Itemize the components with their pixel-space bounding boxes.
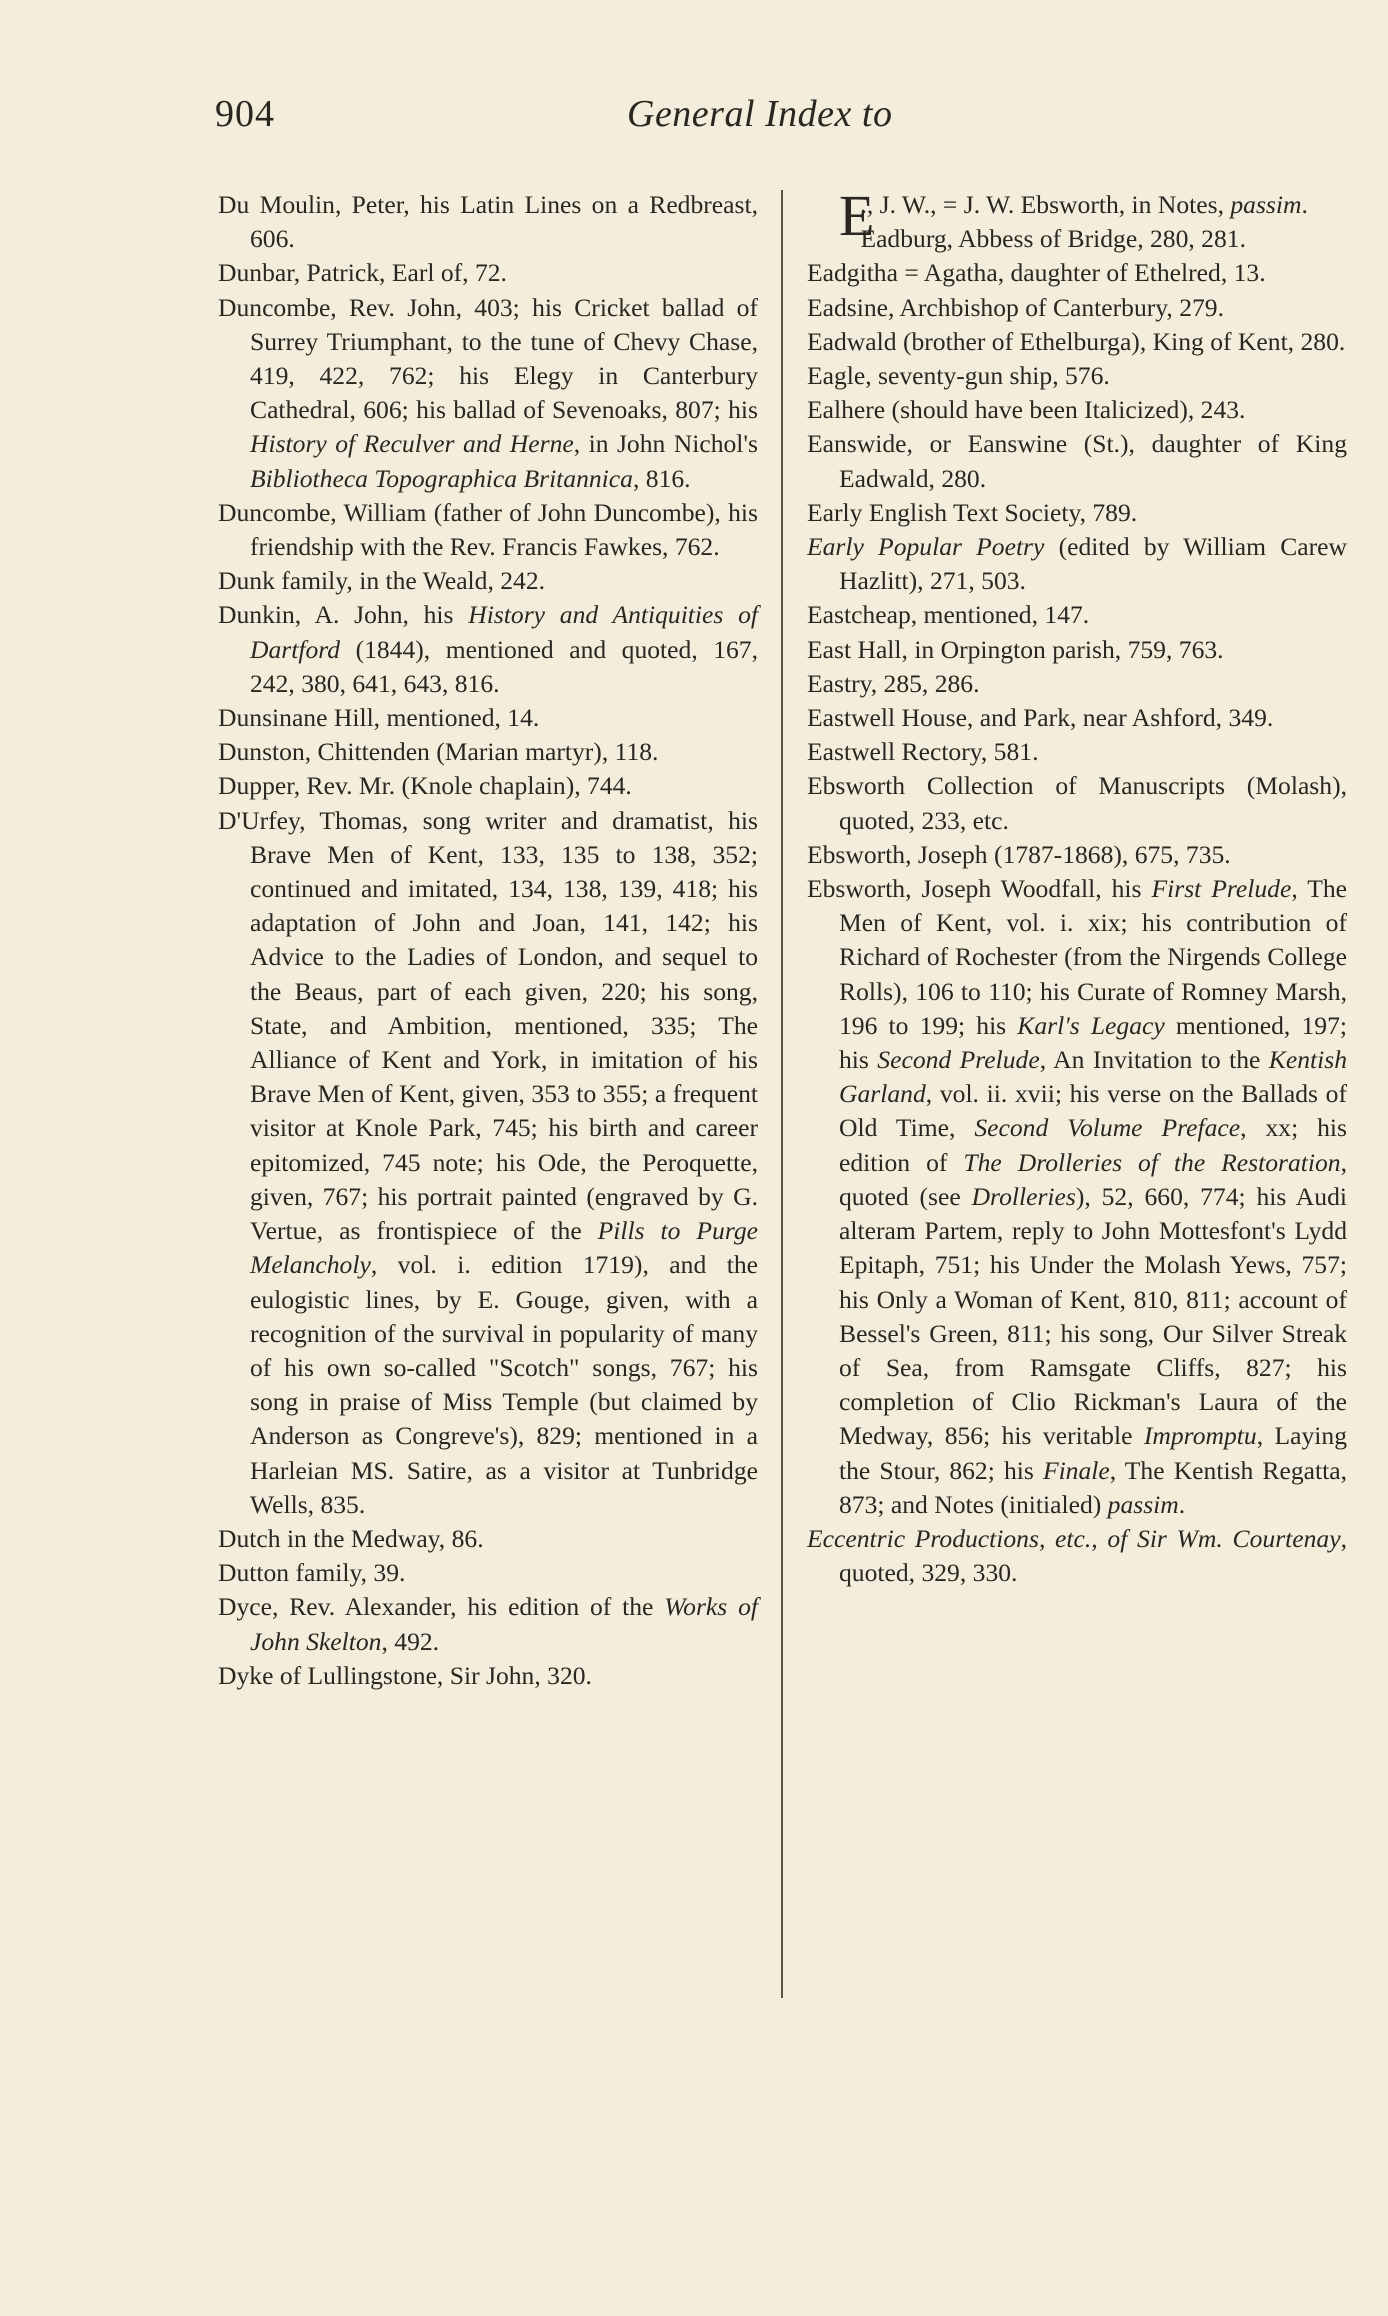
- index-entry: Ebsworth, Joseph Woodfall, his First Prelude, The Men of Kent, vol. i. xix; his contribution of Richard of Rochester (from the Nirgends College Rolls), 106 to 110; his Curate of Romney Marsh, 196 to 199; his Karl's Legacy mentioned, 197; his Second Prelude, An Invitation to the Kentish Garland, vol. ii. xvii; his verse on the Ballads of Old Time, Second Volume Preface, xx; his edition of The Drolleries of the Restoration, quoted (see Drolleries), 52, 660, 774; his Audi alteram Partem, reply to John Mottesfont's Lydd Epitaph, 751; his Under the Molash Yews, 757; his Only a Woman of Kent, 810, 811; account of Bessel's Green, 811; his song, Our Silver Streak of Sea, from Ramsgate Cliffs, 827; his completion of Clio Rickman's Laura of the Medway, 856; his veritable Impromptu, Laying the Stour, 862; his Finale, The Kentish Regatta, 873; and Notes (initialed) passim.: [807, 874, 1348, 1519]
- index-entry: Duncombe, Rev. John, 403; his Cricket ballad of Surrey Triumphant, to the tune of Chevy Chase, 419, 422, 762; his Elegy in Canterbury Cathedral, 606; his ballad of Sevenoaks, 807; his History of Reculver and Herne, in John Nichol's Bibliotheca Topographica Britannica, 816.: [218, 292, 758, 493]
- index-entry: Eadgitha = Agatha, daughter of Ethelred, 13.: [807, 258, 1266, 288]
- index-entry: Dyce, Rev. Alexander, his edition of the Works of John Skelton, 492.: [218, 1592, 758, 1656]
- index-entry: Dutton family, 39.: [218, 1558, 406, 1588]
- running-title: General Index to: [627, 93, 893, 135]
- index-entry: Dyke of Lullingstone, Sir John, 320.: [218, 1660, 592, 1690]
- index-entry: Dunkin, A. John, his History and Antiquities of Dartford (1844), mentioned and quoted, 167, 242, 380, 641, 643, 816.: [218, 600, 758, 698]
- index-entry: Dutch in the Medway, 86.: [218, 1523, 484, 1553]
- index-entry: Ealhere (should have been Italicized), 243.: [807, 395, 1246, 425]
- index-entry: Early Popular Poetry (edited by William Carew Hazlitt), 271, 503.: [807, 532, 1347, 596]
- index-entry: Duncombe, William (father of John Duncombe), his friendship with the Rev. Francis Fawkes, 762.: [218, 497, 758, 562]
- first-entry-text: ., J. W., = J. W. Ebsworth, in Notes, passim.: [860, 190, 1308, 219]
- index-entry: Ebsworth, Joseph (1787-1868), 675, 735.: [807, 839, 1231, 869]
- column-divider: [781, 190, 783, 1998]
- index-entry: Du Moulin, Peter, his Latin Lines on a Redbreast, 606.: [218, 190, 758, 254]
- index-entry: Dupper, Rev. Mr. (Knole chaplain), 744.: [218, 771, 632, 801]
- index-column-left: [218, 188, 758, 1693]
- index-entry: Ebsworth Collection of Manuscripts (Molash), quoted, 233, etc.: [807, 771, 1347, 835]
- index-entry: Eastwell House, and Park, near Ashford, 349.: [807, 703, 1274, 733]
- index-entry: Eccentric Productions, etc., of Sir Wm. Courtenay, quoted, 329, 330.: [807, 1523, 1347, 1588]
- index-entry: Eastcheap, mentioned, 147.: [807, 600, 1090, 630]
- index-entry: Eanswide, or Eanswine (St.), daughter of King Eadwald, 280.: [807, 429, 1347, 493]
- index-entry: Eastwell Rectory, 581.: [807, 737, 1039, 767]
- index-entry: Eadwald (brother of Ethelburga), King of Kent, 280.: [807, 326, 1346, 356]
- index-entry: Eadburg, Abbess of Bridge, 280, 281.: [860, 224, 1246, 254]
- index-entry: Eadsine, Archbishop of Canterbury, 279.: [807, 292, 1224, 322]
- index-entry: Dunbar, Patrick, Earl of, 72.: [218, 258, 507, 288]
- index-column-right: [807, 183, 1348, 1590]
- index-entry: Dunk family, in the Weald, 242.: [218, 566, 546, 596]
- index-entry: D'Urfey, Thomas, song writer and dramatist, his Brave Men of Kent, 133, 135 to 138, 352; continued and imitated, 134, 138, 139, 418; his adaptation of John and Joan, 141, 142; his Advice to the Ladies of London, and sequel to the Beaus, part of each given, 220; his song, State, and Ambition, mentioned, 335; The Alliance of Kent and York, in imitation of his Brave Men of Kent, given, 353 to 355; a frequent visitor at Knole Park, 745; his birth and career epitomized, 745 note; his Ode, the Peroquette, given, 767; his portrait painted (engraved by G. Vertue, as frontispiece of the Pills to Purge Melancholy, vol. i. edition 1719), and the eulogistic lines, by E. Gouge, given, with a recognition of the survival in popularity of many of his own so-called "Scotch" songs, 767; his song in praise of Miss Temple (but claimed by Anderson as Congreve's), 829; mentioned in a Harleian MS. Satire, as a visitor at Tunbridge Wells, 835.: [218, 805, 759, 1519]
- index-entry: Dunsinane Hill, mentioned, 14.: [218, 703, 540, 733]
- dropcap-letter: E: [839, 183, 875, 248]
- index-entry: East Hall, in Orpington parish, 759, 763.: [807, 634, 1224, 664]
- index-entry: Early English Text Society, 789.: [807, 497, 1138, 527]
- page-number: 904: [215, 93, 275, 135]
- page-header: [215, 92, 1215, 142]
- index-entry: Dunston, Chittenden (Marian martyr), 118.: [218, 737, 659, 767]
- index-entry: Eagle, seventy-gun ship, 576.: [807, 361, 1110, 391]
- index-entry: Eastry, 285, 286.: [807, 668, 980, 698]
